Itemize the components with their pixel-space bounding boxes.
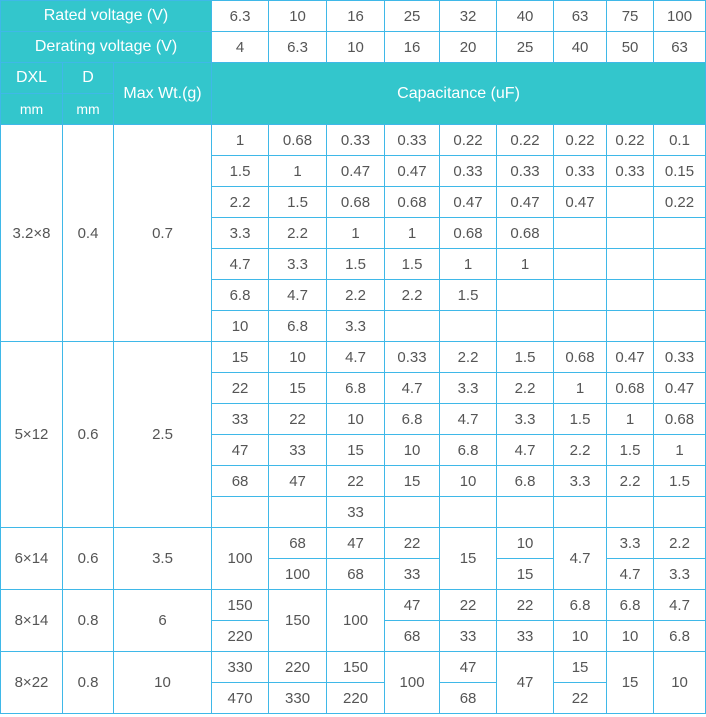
derating-voltage-label: Derating voltage (V) (1, 32, 212, 63)
capacitance-cell: 47 (385, 590, 440, 621)
capacitance-cell (607, 187, 654, 218)
capacitance-header: Capacitance (uF) (212, 63, 706, 125)
capacitance-cell (607, 280, 654, 311)
capacitance-cell: 68 (440, 683, 497, 714)
capacitance-cell (607, 218, 654, 249)
capacitance-cell: 0.33 (327, 125, 385, 156)
lead-diameter-cell: 0.6 (63, 342, 114, 528)
capacitance-cell: 22 (385, 528, 440, 559)
capacitance-cell: 3.3 (440, 373, 497, 404)
capacitance-cell: 1 (212, 125, 269, 156)
capacitance-cell: 0.33 (607, 156, 654, 187)
capacitance-cell: 6.8 (269, 311, 327, 342)
case-size-cell: 6×14 (1, 528, 63, 590)
capacitance-cell: 0.33 (440, 156, 497, 187)
rated-voltage-cell: 16 (327, 1, 385, 32)
capacitance-cell: 6.8 (212, 280, 269, 311)
capacitance-cell: 15 (497, 559, 554, 590)
capacitance-cell (385, 311, 440, 342)
capacitance-cell: 6.8 (385, 404, 440, 435)
derating-voltage-cell: 63 (654, 32, 706, 63)
case-size-cell: 8×14 (1, 590, 63, 652)
capacitance-cell: 330 (269, 683, 327, 714)
case-size-cell: 8×22 (1, 652, 63, 714)
capacitance-cell: 15 (385, 466, 440, 497)
rated-voltage-label: Rated voltage (V) (1, 1, 212, 32)
capacitance-cell: 220 (269, 652, 327, 683)
capacitance-cell: 0.68 (440, 218, 497, 249)
capacitance-cell: 150 (327, 652, 385, 683)
capacitance-cell: 1 (269, 156, 327, 187)
capacitance-cell: 0.33 (497, 156, 554, 187)
max-weight-cell: 2.5 (114, 342, 212, 528)
capacitance-cell: 2.2 (385, 280, 440, 311)
capacitance-cell: 0.1 (654, 125, 706, 156)
table-row (1, 342, 706, 373)
capacitance-cell: 0.47 (497, 187, 554, 218)
capacitance-cell: 3.3 (327, 311, 385, 342)
capacitance-cell (554, 311, 607, 342)
derating-voltage-cell: 10 (327, 32, 385, 63)
capacitance-cell: 0.33 (554, 156, 607, 187)
d-unit: mm (63, 94, 114, 125)
capacitance-cell: 47 (212, 435, 269, 466)
lead-diameter-cell: 0.4 (63, 125, 114, 342)
capacitance-cell (497, 280, 554, 311)
capacitance-cell: 330 (212, 652, 269, 683)
capacitance-cell: 15 (440, 528, 497, 590)
capacitance-cell: 15 (269, 373, 327, 404)
derating-voltage-cell: 4 (212, 32, 269, 63)
dxl-header: DXL (1, 63, 63, 94)
capacitance-cell: 0.47 (385, 156, 440, 187)
derating-voltage-cell: 16 (385, 32, 440, 63)
capacitance-cell (607, 311, 654, 342)
capacitance-cell: 15 (327, 435, 385, 466)
capacitance-cell: 0.47 (440, 187, 497, 218)
capacitance-cell: 0.33 (385, 342, 440, 373)
capacitance-cell: 33 (327, 497, 385, 528)
capacitance-cell: 1 (554, 373, 607, 404)
capacitance-cell (654, 218, 706, 249)
capacitance-cell: 150 (212, 590, 269, 621)
capacitance-cell: 1 (327, 218, 385, 249)
capacitance-cell: 2.2 (497, 373, 554, 404)
capacitance-cell: 1.5 (554, 404, 607, 435)
capacitance-cell: 1.5 (327, 249, 385, 280)
d-header: D (63, 63, 114, 94)
capacitance-cell: 4.7 (554, 528, 607, 590)
rated-voltage-row (1, 1, 706, 32)
capacitance-cell: 0.22 (440, 125, 497, 156)
capacitance-cell: 150 (269, 590, 327, 652)
capacitance-cell: 470 (212, 683, 269, 714)
derating-voltage-cell: 25 (497, 32, 554, 63)
capacitance-cell: 22 (269, 404, 327, 435)
column-header-row (1, 63, 706, 94)
capacitance-cell: 1.5 (269, 187, 327, 218)
capacitance-cell: 3.3 (554, 466, 607, 497)
capacitance-cell: 2.2 (212, 187, 269, 218)
capacitance-cell: 1.5 (212, 156, 269, 187)
capacitance-cell: 0.68 (554, 342, 607, 373)
capacitance-cell: 33 (497, 621, 554, 652)
capacitance-cell: 1.5 (497, 342, 554, 373)
capacitance-cell: 1.5 (440, 280, 497, 311)
capacitance-cell: 47 (327, 528, 385, 559)
capacitance-cell: 1.5 (607, 435, 654, 466)
capacitance-cell: 100 (269, 559, 327, 590)
capacitance-cell: 6.8 (607, 590, 654, 621)
capacitance-cell: 22 (554, 683, 607, 714)
capacitance-cell: 2.2 (654, 528, 706, 559)
derating-voltage-row (1, 32, 706, 63)
capacitance-cell: 2.2 (327, 280, 385, 311)
capacitance-cell: 1.5 (654, 466, 706, 497)
capacitance-cell: 1 (497, 249, 554, 280)
derating-voltage-cell: 40 (554, 32, 607, 63)
capacitance-cell: 0.33 (385, 125, 440, 156)
capacitance-cell: 68 (269, 528, 327, 559)
max-weight-cell: 10 (114, 652, 212, 714)
derating-voltage-cell: 50 (607, 32, 654, 63)
capacitance-cell: 3.3 (654, 559, 706, 590)
capacitance-cell: 33 (212, 404, 269, 435)
dxl-unit: mm (1, 94, 63, 125)
capacitance-cell: 1 (654, 435, 706, 466)
capacitance-cell: 47 (440, 652, 497, 683)
capacitance-cell: 15 (554, 652, 607, 683)
capacitance-cell: 10 (654, 652, 706, 714)
capacitance-cell: 6.8 (497, 466, 554, 497)
capacitance-cell (212, 497, 269, 528)
capacitance-cell (497, 497, 554, 528)
table-row (1, 125, 706, 156)
capacitance-cell: 3.3 (607, 528, 654, 559)
table-row (1, 528, 706, 559)
capacitance-cell: 0.22 (497, 125, 554, 156)
capacitance-cell: 2.2 (440, 342, 497, 373)
rated-voltage-cell: 75 (607, 1, 654, 32)
capacitance-cell: 220 (212, 621, 269, 652)
capacitance-cell: 15 (212, 342, 269, 373)
capacitance-cell: 0.68 (607, 373, 654, 404)
capacitance-cell: 100 (327, 590, 385, 652)
capacitance-cell (554, 497, 607, 528)
capacitance-cell: 47 (269, 466, 327, 497)
capacitance-cell: 4.7 (269, 280, 327, 311)
rated-voltage-cell: 10 (269, 1, 327, 32)
capacitance-cell: 22 (497, 590, 554, 621)
rated-voltage-cell: 25 (385, 1, 440, 32)
capacitance-cell (607, 497, 654, 528)
capacitance-cell: 1.5 (385, 249, 440, 280)
capacitance-cell: 0.47 (654, 373, 706, 404)
lead-diameter-cell: 0.8 (63, 652, 114, 714)
capacitance-cell: 0.22 (554, 125, 607, 156)
capacitance-cell: 10 (269, 342, 327, 373)
capacitance-cell: 47 (497, 652, 554, 714)
capacitance-cell: 10 (607, 621, 654, 652)
table-row (1, 652, 706, 683)
capacitance-cell: 22 (440, 590, 497, 621)
capacitance-cell: 4.7 (385, 373, 440, 404)
capacitance-cell: 2.2 (607, 466, 654, 497)
lead-diameter-cell: 0.6 (63, 528, 114, 590)
capacitance-cell: 3.3 (212, 218, 269, 249)
rated-voltage-cell: 63 (554, 1, 607, 32)
capacitance-cell: 4.7 (440, 404, 497, 435)
capacitance-cell: 15 (607, 652, 654, 714)
max-weight-header: Max Wt.(g) (114, 63, 212, 125)
capacitance-cell (554, 218, 607, 249)
rated-voltage-cell: 100 (654, 1, 706, 32)
capacitance-cell: 68 (212, 466, 269, 497)
derating-voltage-cell: 6.3 (269, 32, 327, 63)
capacitance-cell: 220 (327, 683, 385, 714)
capacitance-cell: 0.68 (385, 187, 440, 218)
derating-voltage-cell: 20 (440, 32, 497, 63)
capacitance-cell (654, 280, 706, 311)
capacitance-cell: 4.7 (327, 342, 385, 373)
capacitance-cell (554, 280, 607, 311)
capacitance-cell: 68 (327, 559, 385, 590)
rated-voltage-cell: 6.3 (212, 1, 269, 32)
capacitance-cell: 10 (497, 528, 554, 559)
rated-voltage-cell: 32 (440, 1, 497, 32)
capacitance-cell: 0.47 (327, 156, 385, 187)
capacitance-cell: 6.8 (654, 621, 706, 652)
capacitance-cell: 0.22 (654, 187, 706, 218)
capacitance-cell: 22 (327, 466, 385, 497)
capacitance-cell: 1 (607, 404, 654, 435)
lead-diameter-cell: 0.8 (63, 590, 114, 652)
capacitance-cell: 6.8 (327, 373, 385, 404)
capacitance-cell: 6.8 (554, 590, 607, 621)
capacitance-cell (654, 249, 706, 280)
capacitance-cell: 10 (554, 621, 607, 652)
capacitance-cell: 3.3 (497, 404, 554, 435)
case-size-cell: 3.2×8 (1, 125, 63, 342)
capacitance-cell: 6.8 (440, 435, 497, 466)
capacitance-cell: 4.7 (497, 435, 554, 466)
capacitance-cell: 3.3 (269, 249, 327, 280)
capacitance-cell (385, 497, 440, 528)
capacitance-cell: 2.2 (554, 435, 607, 466)
capacitance-cell: 4.7 (607, 559, 654, 590)
case-size-cell: 5×12 (1, 342, 63, 528)
capacitance-cell: 100 (212, 528, 269, 590)
capacitance-cell: 4.7 (654, 590, 706, 621)
capacitance-cell: 10 (440, 466, 497, 497)
capacitance-cell: 0.15 (654, 156, 706, 187)
capacitance-cell: 2.2 (269, 218, 327, 249)
capacitance-cell: 100 (385, 652, 440, 714)
capacitance-cell: 1 (440, 249, 497, 280)
capacitance-cell (607, 249, 654, 280)
capacitance-cell: 0.47 (554, 187, 607, 218)
capacitance-cell: 0.68 (497, 218, 554, 249)
capacitance-cell: 4.7 (212, 249, 269, 280)
capacitance-cell: 22 (212, 373, 269, 404)
max-weight-cell: 6 (114, 590, 212, 652)
capacitance-cell: 0.68 (327, 187, 385, 218)
capacitance-cell (654, 311, 706, 342)
capacitance-cell: 68 (385, 621, 440, 652)
max-weight-cell: 0.7 (114, 125, 212, 342)
capacitance-cell: 33 (269, 435, 327, 466)
capacitance-cell: 1 (385, 218, 440, 249)
capacitance-cell (440, 311, 497, 342)
capacitance-cell: 33 (385, 559, 440, 590)
capacitance-cell: 0.47 (607, 342, 654, 373)
table-row (1, 590, 706, 621)
capacitance-cell: 0.68 (269, 125, 327, 156)
capacitance-cell (654, 497, 706, 528)
rated-voltage-cell: 40 (497, 1, 554, 32)
capacitance-cell: 10 (385, 435, 440, 466)
capacitance-cell (497, 311, 554, 342)
capacitance-cell: 10 (327, 404, 385, 435)
capacitance-cell (269, 497, 327, 528)
max-weight-cell: 3.5 (114, 528, 212, 590)
capacitance-cell: 0.22 (607, 125, 654, 156)
capacitance-cell (554, 249, 607, 280)
capacitance-cell: 0.68 (654, 404, 706, 435)
capacitance-cell (440, 497, 497, 528)
capacitance-cell: 10 (212, 311, 269, 342)
capacitance-cell: 0.33 (654, 342, 706, 373)
capacitance-cell: 33 (440, 621, 497, 652)
